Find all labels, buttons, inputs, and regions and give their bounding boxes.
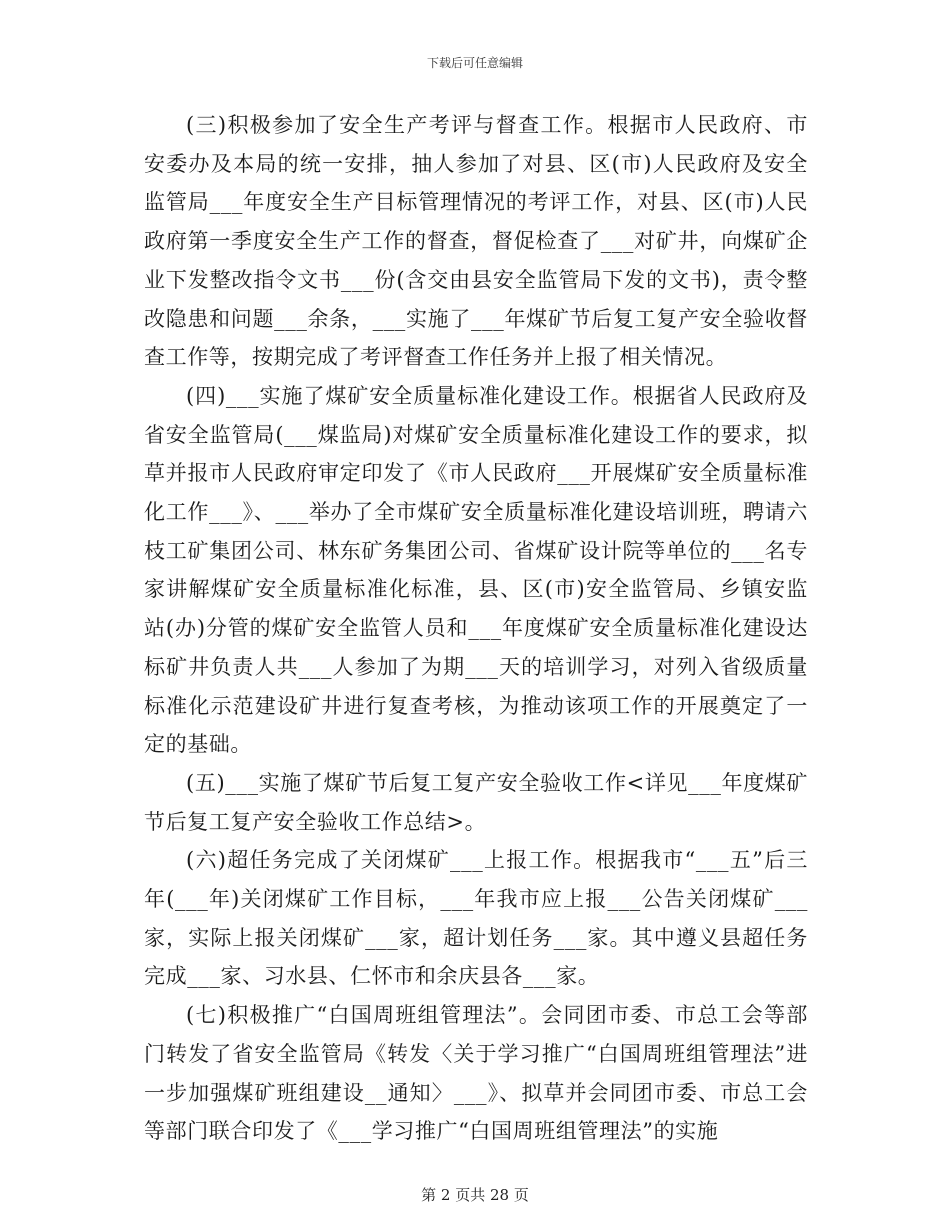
page-footer: 第 2 页共 28 页 <box>421 1186 529 1204</box>
paragraph-7: (七)积极推广“白国周班组管理法”。会同团市委、市总工会等部门转发了省安全监管局《转发〈关于学习推广“白国周班组管理法”进一步加强煤矿班组建设__通知〉___》、拟草并会同团市委、市总工会等部门联合印发了《___学习推广“白国周班组管理法”的实施 <box>144 1003 808 1144</box>
paragraph-5: (五)___实施了煤矿节后复工复产安全验收工作<详见___年度煤矿节后复工复产安全验收工作总结>。 <box>144 770 808 834</box>
page-header: 下载后可任意编辑 <box>426 56 523 70</box>
paragraph-6: (六)超任务完成了关闭煤矿___上报工作。根据我市“___五”后三年(___年)关闭煤矿工作目标，___年我市应上报___公告关闭煤矿___家，实际上报关闭煤矿___家，超计划任务___家。其中遵义县超任务完成___家、习水县、仁怀市和余庆县各___家。 <box>144 848 808 989</box>
document-body <box>144 106 808 1151</box>
paragraph-3: (三)积极参加了安全生产考评与督查工作。根据市人民政府、市安委办及本局的统一安排，抽人参加了对县、区(市)人民政府及安全监管局___年度安全生产目标管理情况的考评工作，对县、区(市)人民政府第一季度安全生产工作的督查，督促检查了___对矿井，向煤矿企业下发整改指令文书___份(含交由县安全监管局下发的文书)，责令整改隐患和问题___余条，___实施了___年煤矿节后复工复产安全验收督查工作等，按期完成了考评督查工作任务并上报了相关情况。 <box>144 113 808 370</box>
paragraph-4: (四)___实施了煤矿安全质量标准化建设工作。根据省人民政府及省安全监管局(___煤监局)对煤矿安全质量标准化建设工作的要求，拟草并报市人民政府审定印发了《市人民政府___开展煤矿安全质量标准化工作___》、___举办了全市煤矿安全质量标准化建设培训班，聘请六枝工矿集团公司、林东矿务集团公司、省煤矿设计院等单位的___名专家讲解煤矿安全质量标准化标准，县、区(市)安全监管局、乡镇安监站(办)分管的煤矿安全监管人员和___年度煤矿安全质量标准化建设达标矿井负责人共___人参加了为期___天的培训学习，对列入省级质量标准化示范建设矿井进行复查考核，为推动该项工作的开展奠定了一定的基础。 <box>144 383 808 757</box>
